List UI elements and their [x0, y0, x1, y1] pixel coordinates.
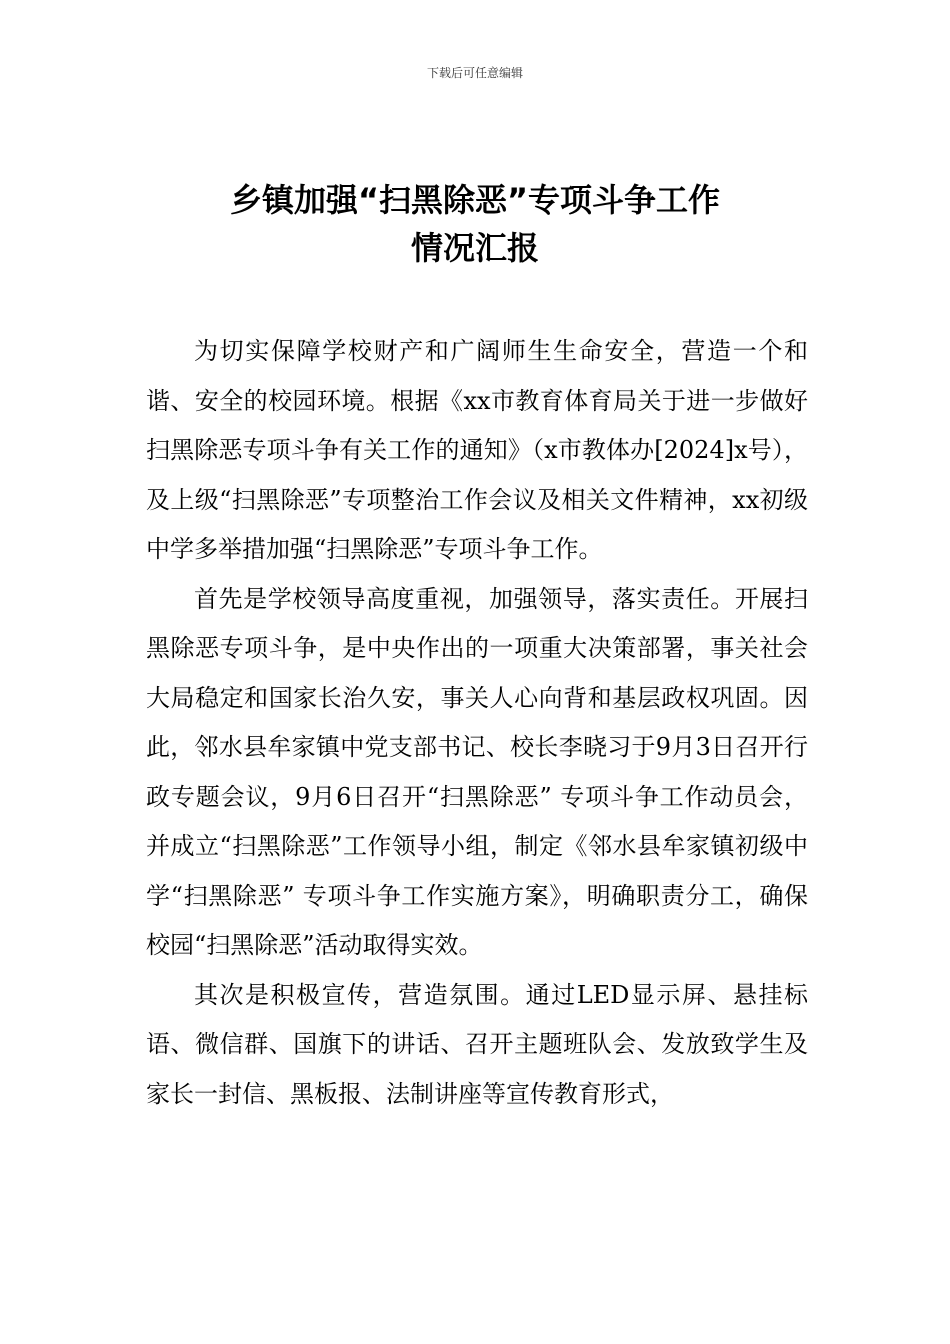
document-title: [120, 176, 830, 272]
document-title-line-2: 情况汇报: [410, 229, 539, 267]
document-body: [146, 327, 808, 1119]
body-paragraph-1: 为切实保障学校财产和广阔师生生命安全，营造一个和谐、安全的校园环境。根据《xx市教育体育局关于进一步做好扫黑除恶专项斗争有关工作的通知》（x市教体办[2024]x号），及上级“扫黑除恶”专项整治工作会议及相关文件精神，xx初级中学多举措加强“扫黑除恶”专项斗争工作。: [146, 337, 808, 563]
body-paragraph-2: 首先是学校领导高度重视，加强领导，落实责任。开展扫黑除恶专项斗争，是中央作出的一项重大决策部署，事关社会大局稳定和国家长治久安，事关人心向背和基层政权巩固。因此，邻水县牟家镇中党支部书记、校长李晓习于9月3日召开行政专题会议，9月6日召开“扫黑除恶” 专项斗争工作动员会，并成立“扫黑除恶”工作领导小组，制定《邻水县牟家镇初级中学“扫黑除恶” 专项斗争工作实施方案》，明确职责分工，确保校园“扫黑除恶”活动取得实效。: [146, 584, 808, 959]
body-paragraph-3: 其次是积极宣传，营造氛围。通过LED显示屏、悬挂标语、微信群、国旗下的讲话、召开主题班队会、发放致学生及家长一封信、黑板报、法制讲座等宣传教育形式，: [146, 980, 808, 1108]
document-title-line-1: 乡镇加强“扫黑除恶”专项斗争工作: [229, 181, 721, 219]
page-header-note: 下载后可任意编辑: [426, 66, 523, 80]
